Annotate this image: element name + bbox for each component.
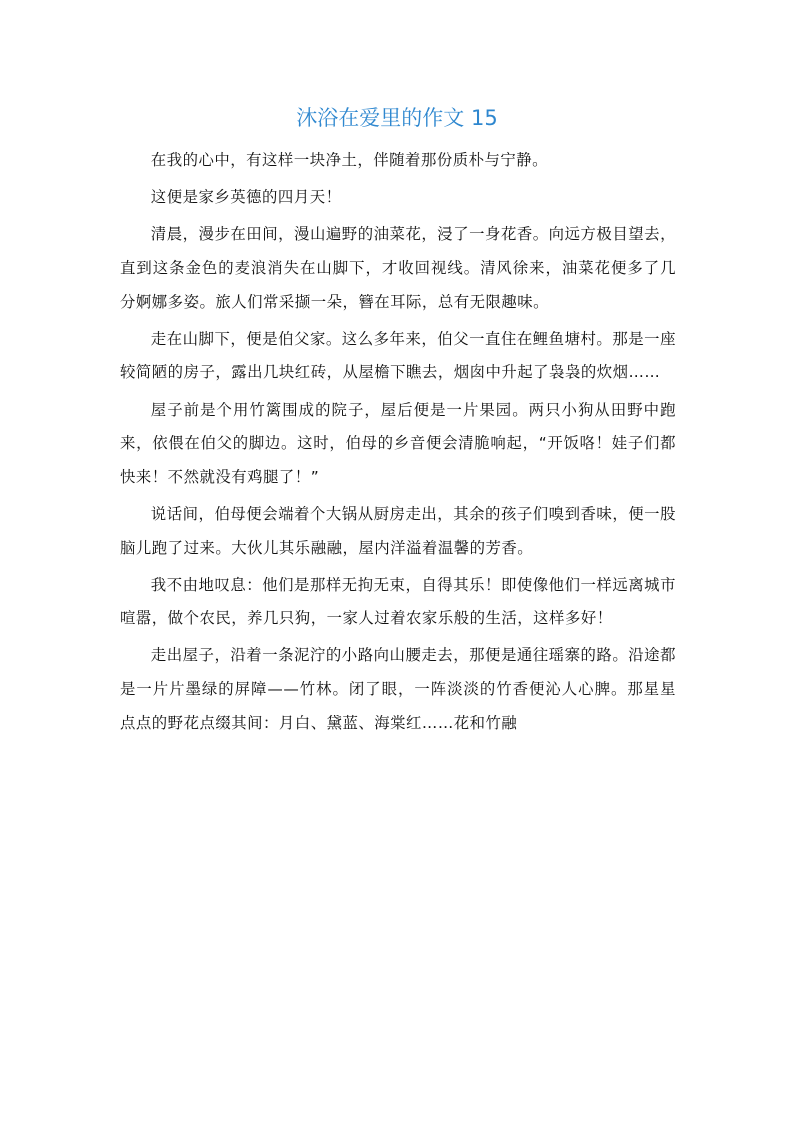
paragraph: 走在山脚下，便是伯父家。这么多年来，伯父一直住在鲤鱼塘村。那是一座较简陋的房子，露出几块红砖，从屋檐下瞧去，烟囱中升起了袅袅的炊烟……	[120, 329, 676, 382]
document-title: 沐浴在爱里的作文 15	[296, 106, 498, 130]
paragraph: 说话间，伯母便会端着个大锅从厨房走出，其余的孩子们嗅到香味，便一股脑儿跑了过来。大伙儿其乐融融，屋内洋溢着温馨的芳香。	[120, 504, 676, 557]
paragraph: 清晨，漫步在田间，漫山遍野的油菜花，浸了一身花香。向远方极目望去，直到这条金色的麦浪消失在山脚下，才收回视线。清风徐来，油菜花便多了几分婀娜多姿。旅人们常采撷一朵，簪在耳际，总有无限趣味。	[120, 225, 676, 311]
document-body	[120, 144, 676, 744]
paragraph: 我不由地叹息：他们是那样无拘无束，自得其乐！即使像他们一样远离城市喧嚣，做个农民，养几只狗，一家人过着农家乐般的生活，这样多好！	[120, 575, 676, 628]
paragraph: 这便是家乡英德的四月天！	[150, 188, 342, 207]
paragraph: 走出屋子，沿着一条泥泞的小路向山腰走去，那便是通往瑶寨的路。沿途都是一片片墨绿的屏障——竹林。闭了眼，一阵淡淡的竹香便沁人心脾。那星星点点的野花点缀其间：月白、黛蓝、海棠红……花和竹融	[120, 646, 676, 732]
paragraph: 在我的心中，有这样一块净土，伴随着那份质朴与宁静。	[150, 151, 549, 169]
paragraph: 屋子前是个用竹篱围成的院子，屋后便是一片果园。两只小狗从田野中跑来，依偎在伯父的脚边。这时，伯母的乡音便会清脆响起，“开饭咯！娃子们都快来！不然就没有鸡腿了！”	[120, 400, 676, 486]
